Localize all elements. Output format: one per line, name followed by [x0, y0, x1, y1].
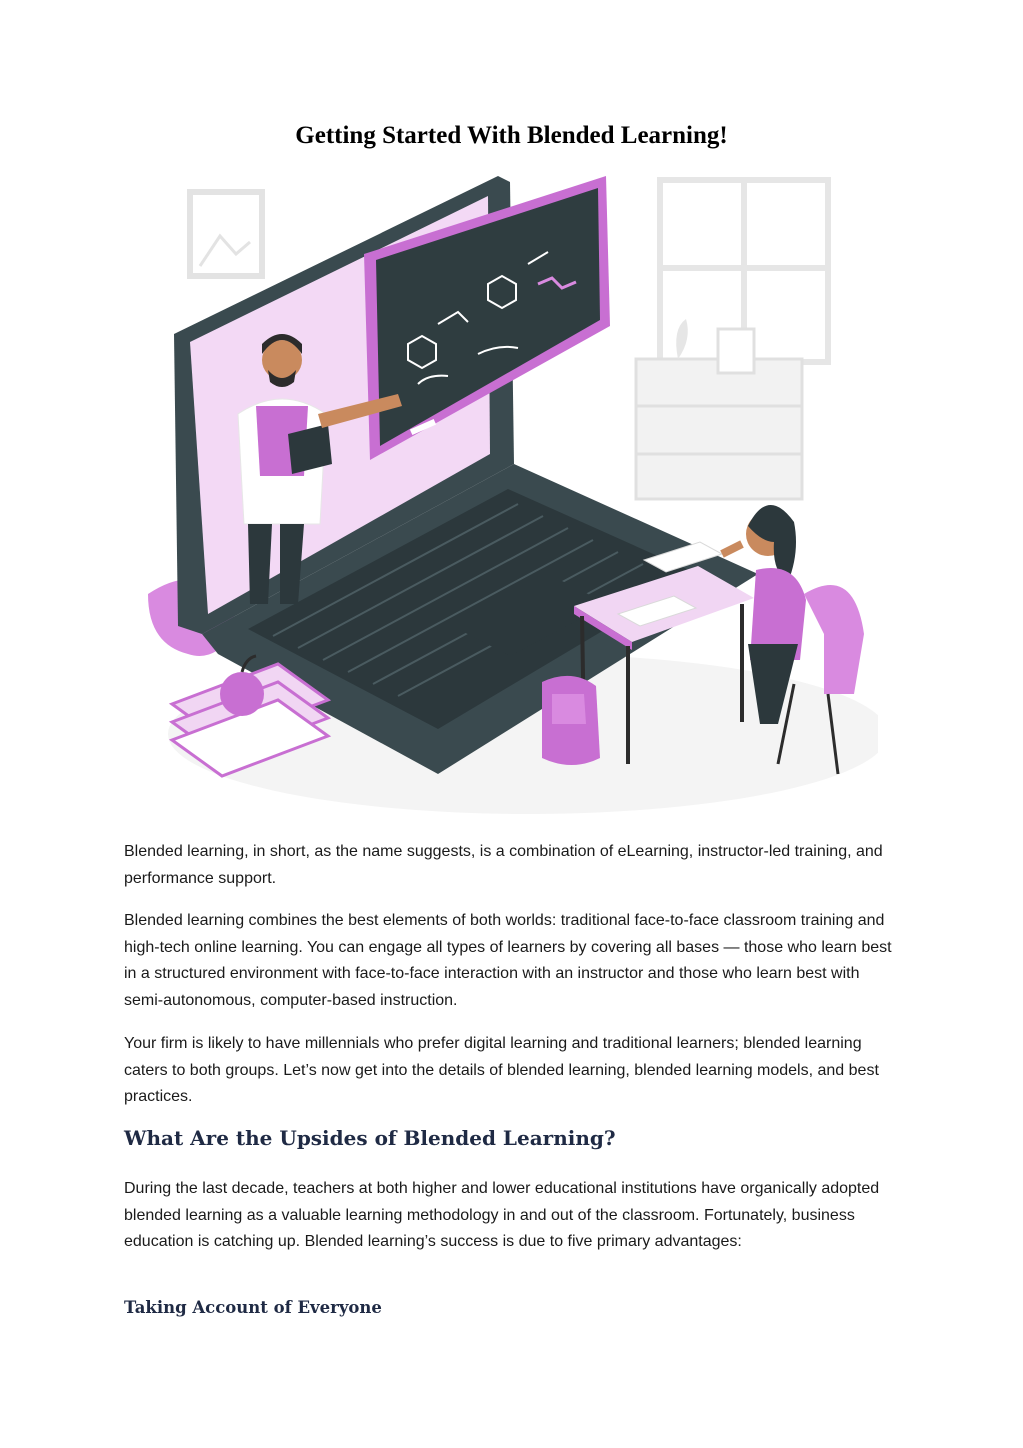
body-paragraph: Your firm is likely to have millennials who prefer digital learning and traditional learners; blended learning caters to both groups. Let’s now get into the details of blended learning, blended learning models, and best practices. [124, 1035, 879, 1105]
subheading: Taking Account of Everyone [124, 1298, 382, 1317]
online-class-illustration [138, 174, 878, 819]
body-paragraph: Blended learning combines the best elements of both worlds: traditional face-to-face classroom training and high-tech online learning. You can engage all types of learners by covering all bases — those who learn best in a structured environment with face-to-face interaction with an instructor and those who learn best with semi-autonomous, computer-based instruction. [124, 912, 892, 1009]
page-title: Getting Started With Blended Learning! [295, 122, 728, 149]
intro-paragraph: Blended learning, in short, as the name suggests, is a combination of eLearning, instructor-led training, and performance support. [124, 843, 883, 887]
section-paragraph: During the last decade, teachers at both higher and lower educational institutions have organically adopted blended learning as a valuable learning methodology in and out of the classroom. Fortunately, business education is catching up. Blended learning’s success is due to five primary advantages: [124, 1180, 880, 1250]
section-heading: What Are the Upsides of Blended Learning? [124, 1126, 616, 1150]
backpack [542, 676, 600, 765]
wall-picture-frame [190, 192, 262, 276]
